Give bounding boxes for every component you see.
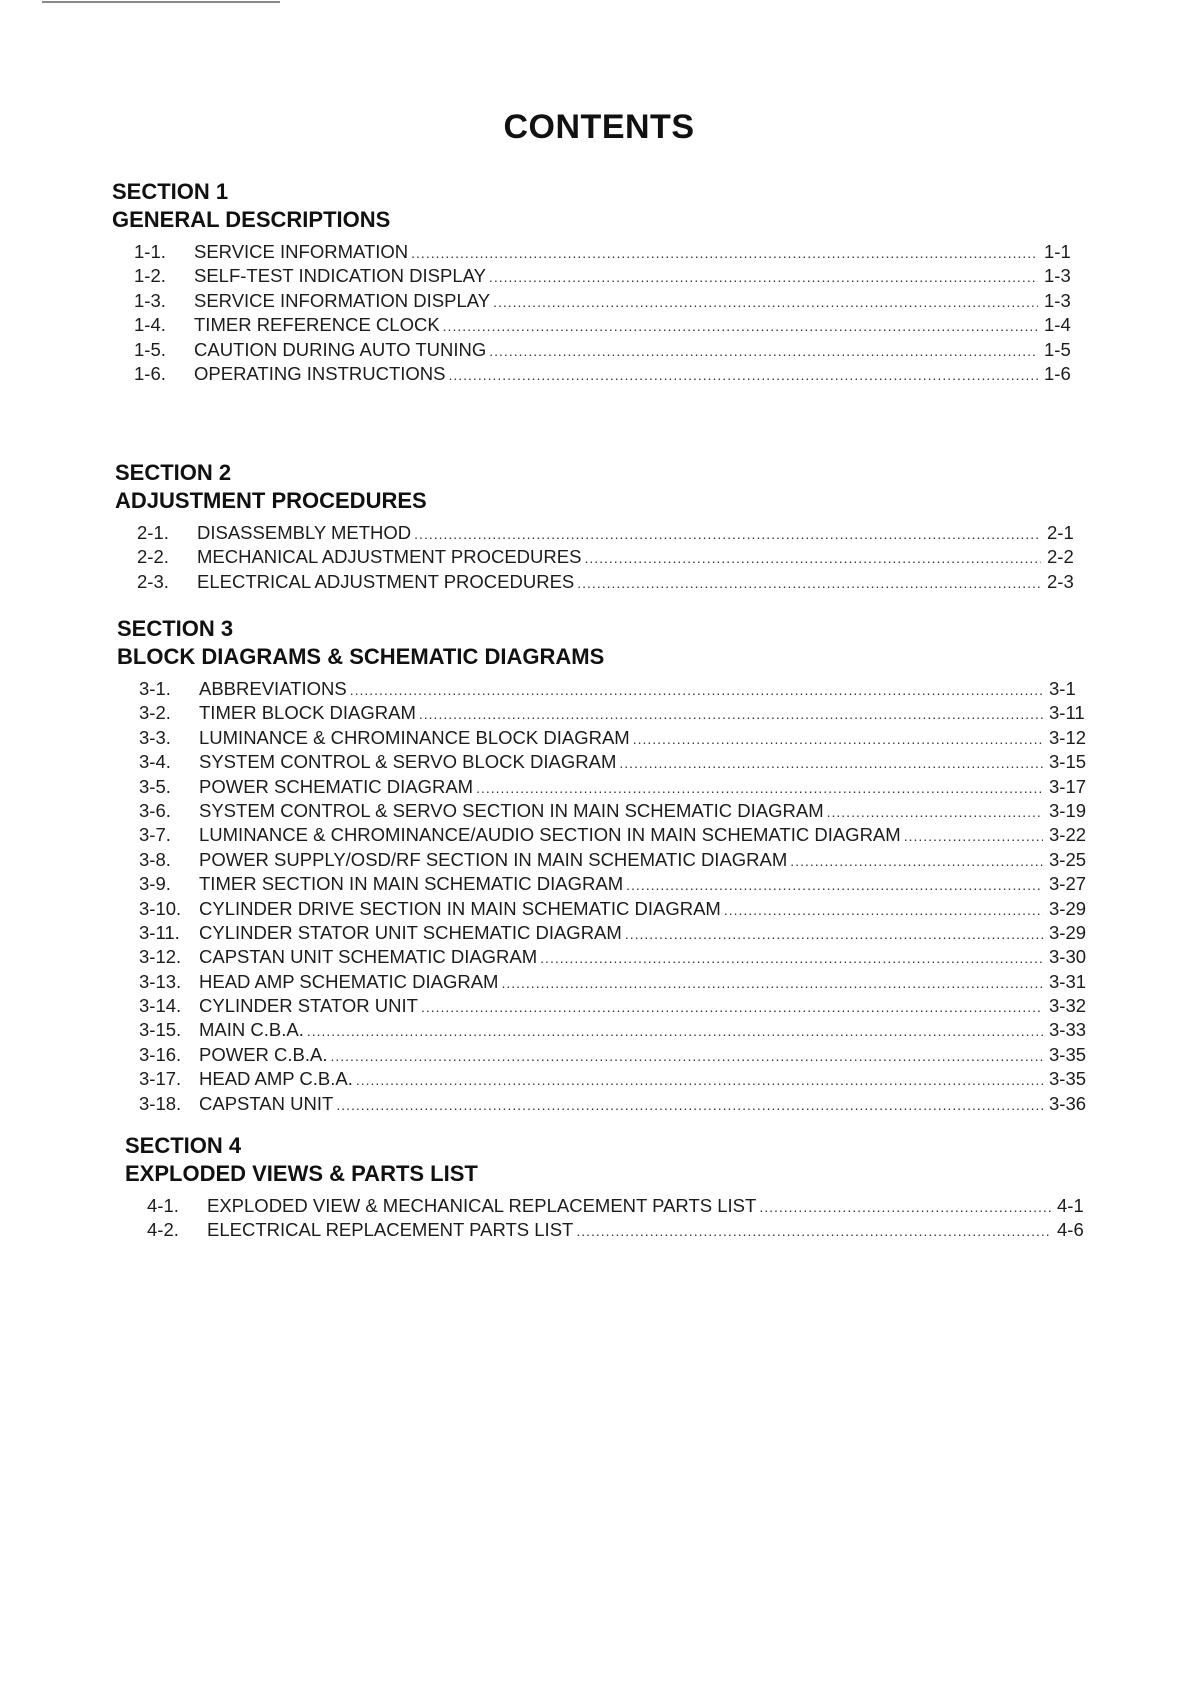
- entry-number: 4-2.: [147, 1219, 179, 1241]
- entry-number: 3-15.: [139, 1019, 182, 1041]
- entry-label: CAUTION DURING AUTO TUNING: [194, 338, 487, 360]
- entry-number: 1-1.: [134, 241, 166, 262]
- toc-entry[interactable]: [139, 970, 1097, 994]
- entry-number: 2-1.: [137, 522, 169, 543]
- entry-number: 3-3.: [139, 726, 171, 748]
- entry-page: 1-6: [1044, 362, 1071, 384]
- leader-dots: [626, 873, 1043, 897]
- section-number: SECTION 2: [115, 460, 232, 485]
- leader-dots: [421, 995, 1043, 1019]
- entry-page: 3-31: [1049, 970, 1087, 992]
- toc-entry[interactable]: [134, 240, 1092, 264]
- entry-page: 3-27: [1049, 873, 1087, 895]
- leader-dots: [633, 727, 1043, 751]
- entry-number: 1-3.: [134, 289, 166, 311]
- entry-number: 3-16.: [139, 1043, 182, 1065]
- entry-number: 2-3.: [137, 570, 169, 592]
- entry-label: SELF-TEST INDICATION DISPLAY: [194, 265, 486, 287]
- entry-page: 1-3: [1044, 265, 1071, 287]
- entry-label: HEAD AMP SCHEMATIC DIAGRAM: [199, 970, 499, 992]
- leader-dots: [501, 971, 1043, 995]
- leader-dots: [790, 849, 1043, 873]
- toc-entry[interactable]: [139, 799, 1097, 823]
- toc-entry[interactable]: [147, 1194, 1105, 1218]
- leader-dots: [540, 946, 1043, 970]
- entry-page: 3-1: [1049, 678, 1076, 699]
- toc-entry[interactable]: [147, 1218, 1105, 1242]
- entry-label: TIMER REFERENCE CLOCK: [194, 314, 440, 336]
- entry-number: 4-1.: [147, 1195, 179, 1216]
- entry-number: 3-11.: [139, 921, 180, 943]
- entry-number: 3-7.: [139, 824, 171, 846]
- section-title: EXPLODED VIEWS & PARTS LIST: [125, 1161, 478, 1186]
- entry-label: LUMINANCE & CHROMINANCE/AUDIO SECTION IN MAIN SCHEMATIC DIAGRAM: [199, 824, 901, 846]
- entry-page: 3-35: [1049, 1068, 1087, 1090]
- entry-page: 3-29: [1049, 897, 1087, 919]
- entry-page: 3-25: [1049, 848, 1087, 870]
- entry-label: ELECTRICAL ADJUSTMENT PROCEDURES: [197, 570, 575, 592]
- entry-number: 3-2.: [139, 702, 171, 724]
- leader-dots: [307, 1019, 1043, 1043]
- entry-page: 3-33: [1049, 1019, 1087, 1041]
- entry-number: 1-6.: [134, 362, 166, 384]
- toc-entries: [134, 240, 1092, 386]
- toc-entry[interactable]: [134, 313, 1092, 337]
- toc-entry[interactable]: [139, 994, 1097, 1018]
- entry-label: CYLINDER STATOR UNIT SCHEMATIC DIAGRAM: [199, 921, 622, 943]
- entry-label: DISASSEMBLY METHOD: [197, 522, 412, 543]
- leader-dots: [448, 363, 1038, 387]
- entry-page: 1-1: [1044, 241, 1071, 262]
- entry-label: EXPLODED VIEW & MECHANICAL REPLACEMENT PARTS LIST: [207, 1195, 757, 1216]
- page-title: CONTENTS: [503, 108, 695, 146]
- entry-number: 3-10.: [139, 897, 182, 919]
- toc-entries: [137, 521, 1095, 594]
- entry-number: 3-8.: [139, 848, 171, 870]
- entry-number: 3-13.: [139, 970, 182, 992]
- entry-label: POWER SCHEMATIC DIAGRAM: [199, 775, 474, 797]
- toc-entry[interactable]: [139, 701, 1097, 725]
- entry-page: 3-15: [1049, 751, 1087, 773]
- entry-number: 3-18.: [139, 1092, 182, 1114]
- entry-number: 3-9.: [139, 873, 171, 895]
- toc-entry[interactable]: [139, 1043, 1097, 1067]
- toc-entry[interactable]: [137, 570, 1095, 594]
- entry-label: MAIN C.B.A.: [199, 1019, 304, 1041]
- entry-label: SERVICE INFORMATION: [194, 241, 409, 262]
- section-title: ADJUSTMENT PROCEDURES: [115, 488, 427, 513]
- leader-dots: [336, 1093, 1043, 1117]
- leader-dots: [419, 702, 1043, 726]
- section-1: [112, 178, 1092, 386]
- entry-label: CAPSTAN UNIT: [199, 1092, 334, 1114]
- entry-page: 3-17: [1049, 775, 1087, 797]
- entry-label: CYLINDER STATOR UNIT: [199, 995, 418, 1017]
- entry-page: 3-19: [1049, 799, 1087, 821]
- entry-page: 3-12: [1049, 726, 1087, 748]
- entry-number: 3-14.: [139, 995, 182, 1017]
- toc-entry[interactable]: [139, 921, 1097, 945]
- entry-number: 3-12.: [139, 946, 182, 968]
- toc-entry[interactable]: [139, 848, 1097, 872]
- leader-dots: [489, 339, 1038, 363]
- entry-page: 3-30: [1049, 946, 1087, 968]
- leader-dots: [827, 800, 1043, 824]
- toc-entry[interactable]: [134, 338, 1092, 362]
- entry-label: ELECTRICAL REPLACEMENT PARTS LIST: [207, 1219, 574, 1241]
- toc-entries: [139, 677, 1097, 1116]
- leader-dots: [489, 265, 1038, 289]
- section-number: SECTION 4: [125, 1133, 242, 1158]
- entry-label: SYSTEM CONTROL & SERVO BLOCK DIAGRAM: [199, 751, 617, 773]
- toc-entry[interactable]: [139, 775, 1097, 799]
- entry-number: 1-2.: [134, 265, 166, 287]
- entry-page: 2-3: [1047, 570, 1074, 592]
- entry-page: 3-36: [1049, 1092, 1087, 1114]
- entry-label: CAPSTAN UNIT SCHEMATIC DIAGRAM: [199, 946, 538, 968]
- entry-label: CYLINDER DRIVE SECTION IN MAIN SCHEMATIC DIAGRAM: [199, 897, 721, 919]
- entry-number: 3-5.: [139, 775, 171, 797]
- toc-entry[interactable]: [139, 750, 1097, 774]
- section-title: BLOCK DIAGRAMS & SCHEMATIC DIAGRAMS: [117, 644, 605, 669]
- toc-entry[interactable]: [134, 362, 1092, 386]
- entry-label: LUMINANCE & CHROMINANCE BLOCK DIAGRAM: [199, 726, 630, 748]
- toc-entry[interactable]: [139, 1092, 1097, 1116]
- section-3: [117, 615, 1097, 1116]
- toc-entry[interactable]: [137, 545, 1095, 569]
- leader-dots: [356, 1068, 1043, 1092]
- entry-label: POWER C.B.A.: [199, 1043, 328, 1065]
- toc-entry[interactable]: [134, 289, 1092, 313]
- toc-entry[interactable]: [139, 872, 1097, 896]
- entry-number: 3-4.: [139, 751, 171, 773]
- entry-page: 1-5: [1044, 338, 1071, 360]
- toc-entry[interactable]: [139, 1018, 1097, 1042]
- entry-page: 3-11: [1049, 702, 1085, 724]
- entry-label: SERVICE INFORMATION DISPLAY: [194, 289, 491, 311]
- entry-number: 1-4.: [134, 314, 166, 336]
- entry-page: 3-22: [1049, 824, 1087, 846]
- entry-number: 3-6.: [139, 799, 171, 821]
- entry-label: POWER SUPPLY/OSD/RF SECTION IN MAIN SCHEMATIC DIAGRAM: [199, 848, 788, 870]
- leader-dots: [724, 898, 1043, 922]
- scan-edge-line: [42, 1, 280, 3]
- entry-number: 1-5.: [134, 338, 166, 360]
- entry-page: 2-2: [1047, 546, 1074, 568]
- leader-dots: [577, 571, 1041, 595]
- leader-dots: [411, 241, 1038, 265]
- leader-dots: [331, 1044, 1044, 1068]
- toc-entry[interactable]: [139, 677, 1097, 701]
- leader-dots: [476, 776, 1043, 800]
- entry-page: 3-32: [1049, 995, 1087, 1017]
- toc-entry[interactable]: [139, 945, 1097, 969]
- leader-dots: [576, 1219, 1051, 1243]
- entry-label: TIMER SECTION IN MAIN SCHEMATIC DIAGRAM: [199, 873, 624, 895]
- toc-entry[interactable]: [139, 726, 1097, 750]
- entry-number: 3-17.: [139, 1068, 182, 1090]
- entry-label: SYSTEM CONTROL & SERVO SECTION IN MAIN SCHEMATIC DIAGRAM: [199, 799, 824, 821]
- leader-dots: [619, 751, 1043, 775]
- entry-number: 3-1.: [139, 678, 171, 699]
- toc-entries: [147, 1194, 1105, 1243]
- leader-dots: [904, 824, 1043, 848]
- entry-number: 2-2.: [137, 546, 169, 568]
- entry-label: MECHANICAL ADJUSTMENT PROCEDURES: [197, 546, 582, 568]
- section-number: SECTION 3: [117, 616, 234, 641]
- leader-dots: [443, 314, 1038, 338]
- leader-dots: [759, 1195, 1051, 1219]
- section-2: [115, 459, 1095, 594]
- entry-page: 3-29: [1049, 921, 1087, 943]
- entry-page: 1-3: [1044, 289, 1071, 311]
- entry-page: 3-35: [1049, 1043, 1087, 1065]
- section-title: GENERAL DESCRIPTIONS: [112, 207, 391, 232]
- toc-entry[interactable]: [139, 1067, 1097, 1091]
- toc-entry[interactable]: [139, 897, 1097, 921]
- leader-dots: [350, 678, 1043, 702]
- leader-dots: [625, 922, 1043, 946]
- toc-entry[interactable]: [139, 823, 1097, 847]
- entry-page: 4-1: [1057, 1195, 1084, 1216]
- entry-label: OPERATING INSTRUCTIONS: [194, 362, 446, 384]
- toc-entry[interactable]: [137, 521, 1095, 545]
- leader-dots: [584, 546, 1041, 570]
- section-number: SECTION 1: [112, 179, 229, 204]
- entry-page: 1-4: [1044, 314, 1071, 336]
- toc-entry[interactable]: [134, 264, 1092, 288]
- entry-page: 2-1: [1047, 522, 1074, 543]
- entry-page: 4-6: [1057, 1219, 1084, 1241]
- leader-dots: [414, 522, 1041, 546]
- leader-dots: [493, 290, 1038, 314]
- entry-label: HEAD AMP C.B.A.: [199, 1068, 353, 1090]
- entry-label: ABBREVIATIONS: [199, 678, 347, 699]
- section-4: [125, 1132, 1105, 1243]
- entry-label: TIMER BLOCK DIAGRAM: [199, 702, 416, 724]
